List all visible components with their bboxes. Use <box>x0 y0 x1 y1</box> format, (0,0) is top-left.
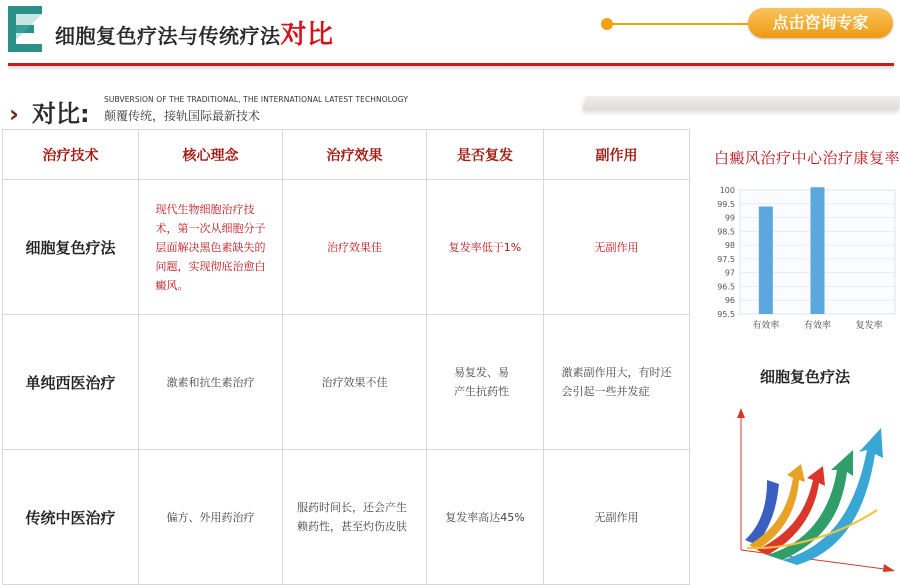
row-effect: 治疗效果不佳 <box>283 315 427 450</box>
recovery-rate-chart <box>700 176 900 344</box>
chart-y-tick-label: 99 <box>724 213 735 223</box>
header-side-effect: 副作用 <box>544 130 690 180</box>
chart-y-tick-label: 96.5 <box>717 282 735 292</box>
row-effect: 治疗效果佳 <box>283 180 427 315</box>
row-name: 单纯西医治疗 <box>3 315 139 450</box>
consult-expert-button[interactable]: 点击咨询专家 <box>748 8 893 38</box>
header-effect: 治疗效果 <box>283 130 427 180</box>
connector-decoration <box>601 18 751 30</box>
row-name: 细胞复色疗法 <box>3 180 139 315</box>
row-relapse: 复发率低于1% <box>427 180 544 315</box>
chart-y-tick-label: 97 <box>724 268 735 278</box>
header-technique: 治疗技术 <box>3 130 139 180</box>
table-row <box>3 180 690 315</box>
logo-icon <box>8 6 44 52</box>
row-side-effect: 无副作用 <box>544 180 690 315</box>
row-concept: 偏方、外用药治疗 <box>139 450 283 585</box>
chart-y-tick-label: 95.5 <box>717 310 735 319</box>
section-title: 对比: <box>32 100 90 128</box>
chart-y-tick-label: 97.5 <box>717 254 735 264</box>
chart-y-tick-label: 98.5 <box>717 227 735 237</box>
chart-x-tick-label: 有效率 <box>752 321 780 331</box>
chart-y-tick-label: 99.5 <box>717 199 735 209</box>
chart-bar <box>759 207 773 314</box>
chart-y-tick-label: 98 <box>724 241 735 251</box>
page-title-main: 细胞复色疗法与传统疗法 <box>55 24 281 48</box>
chart-bar <box>811 187 825 314</box>
row-relapse: 复发率高达45% <box>427 450 544 585</box>
row-concept: 激素和抗生素治疗 <box>139 315 283 450</box>
section-subtitle-cn: 颠覆传统，接轨国际最新技术 <box>104 109 261 123</box>
row-effect: 服药时间长，还会产生赖药性，甚至灼伤皮肤 <box>283 450 427 585</box>
page-title <box>55 14 334 51</box>
table-header-row <box>3 130 690 180</box>
header-relapse: 是否复发 <box>427 130 544 180</box>
comparison-table <box>2 129 690 585</box>
figure-title: 细胞复色疗法 <box>760 368 851 386</box>
row-relapse: 易复发、易产生抗药性 <box>427 315 544 450</box>
table-row <box>3 315 690 450</box>
chart-x-tick-label: 复发率 <box>855 321 883 331</box>
chevron-right-icon: › <box>9 100 19 128</box>
row-concept: 现代生物细胞治疗技术，第一次从细胞分子层面解决黑色素缺失的问题，实现彻底治愈白癜风。 <box>139 180 283 315</box>
row-side-effect: 无副作用 <box>544 450 690 585</box>
chart-y-tick-label: 100 <box>719 186 735 195</box>
row-side-effect: 激素副作用大，有时还会引起一些并发症 <box>544 315 690 450</box>
ruler-decoration <box>583 96 900 110</box>
page-title-highlight: 对比 <box>280 20 334 50</box>
row-name: 传统中医治疗 <box>3 450 139 585</box>
chart-y-tick-label: 96 <box>724 296 735 306</box>
section-subtitle-en: SUBVERSION OF THE TRADITIONAL, THE INTERNATIONAL LATEST TECHNOLOGY <box>104 95 408 104</box>
chart-x-tick-label: 有效率 <box>803 321 832 331</box>
growth-arrows-illustration <box>727 400 897 575</box>
table-row <box>3 450 690 585</box>
chart-title: 白癜风治疗中心治疗康复率 <box>714 149 900 167</box>
header-concept: 核心理念 <box>139 130 283 180</box>
